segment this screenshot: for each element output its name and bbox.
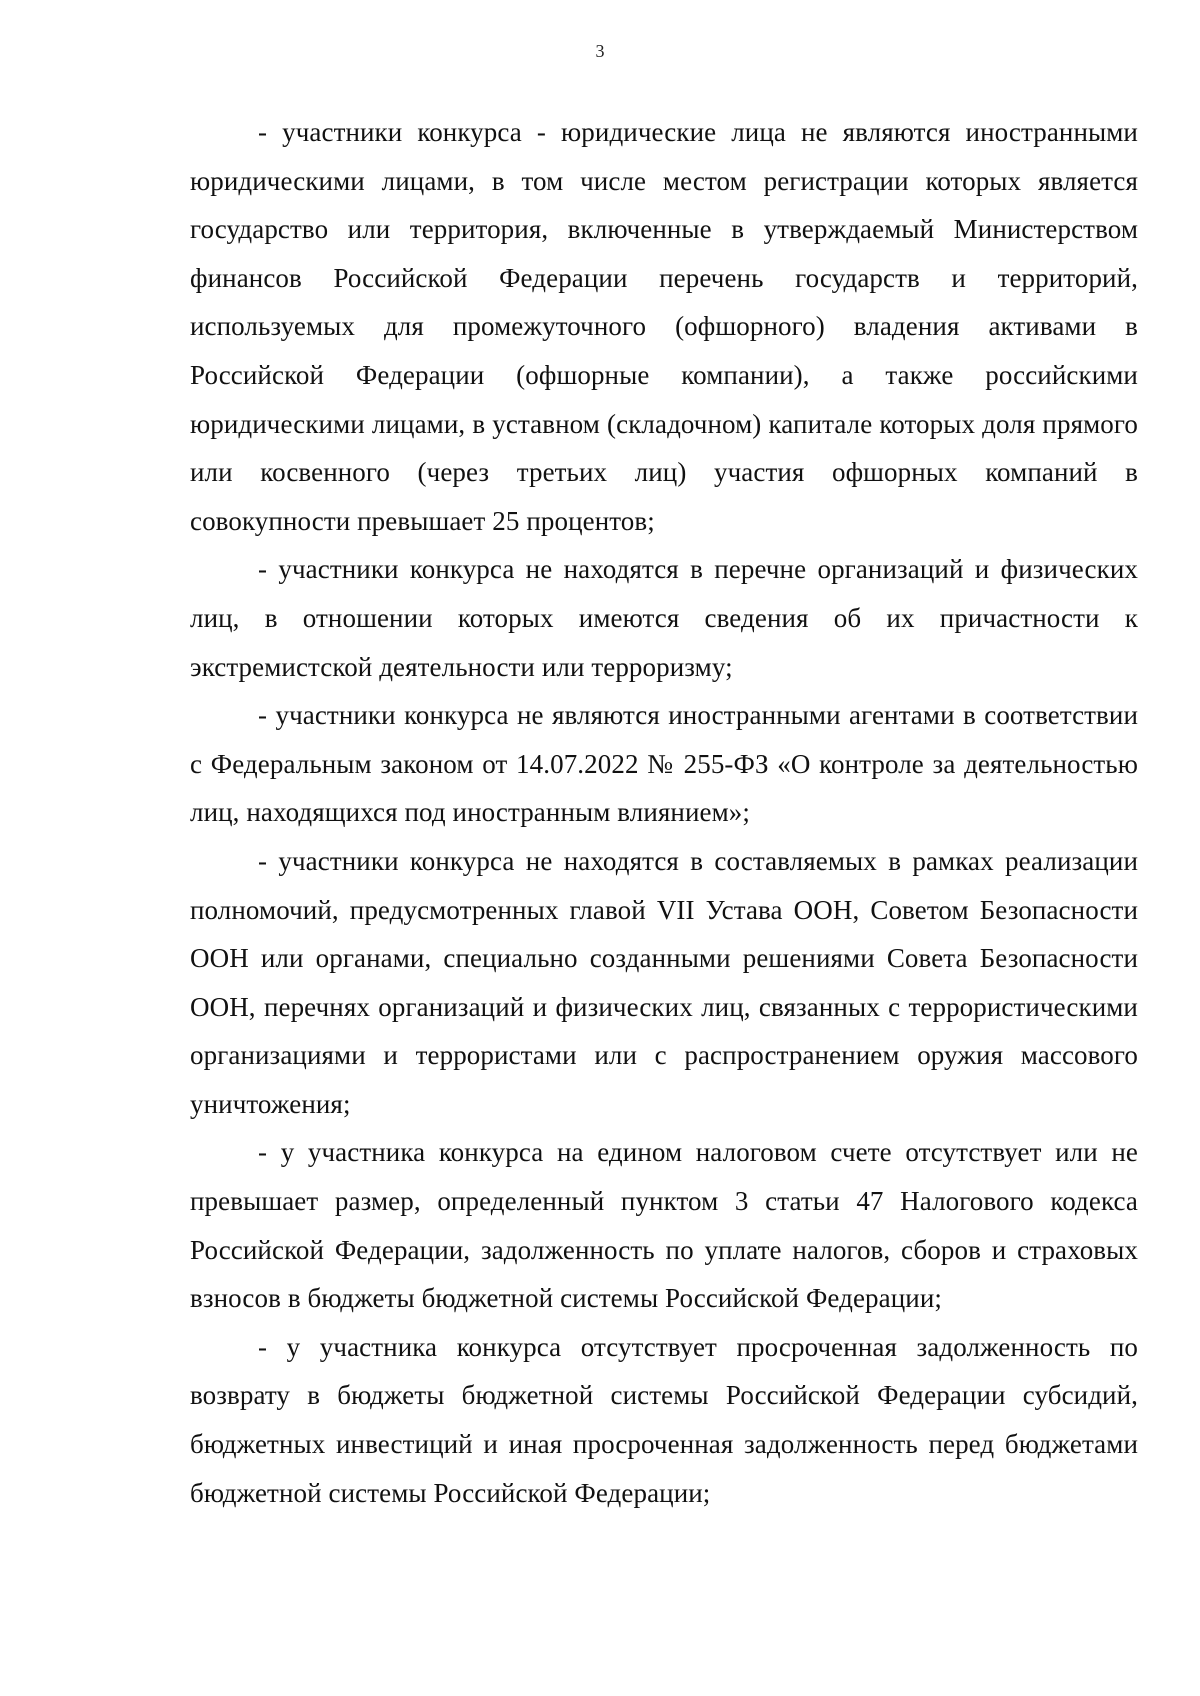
paragraph-foreign-agents: - участники конкурса не являются иностранными агентами в соответствии с Федеральным законом от 14.07.2022 № 255-ФЗ «О контроле за деятельностью лиц, находящихся под иностранным влиянием»; — [190, 700, 1138, 828]
paragraph-tax-debt: - у участника конкурса на едином налоговом счете отсутствует или не превышает размер, определенный пунктом 3 статьи 47 Налогового кодекса Российской Федерации, задолженность по уплате налогов, сборов и страховых взносов в бюджеты бюджетной системы Российской Федерации; — [190, 1137, 1138, 1314]
page-number: 3 — [595, 41, 605, 61]
document-body — [190, 108, 1138, 1517]
paragraph-budget-debt: - у участника конкурса отсутствует просроченная задолженность по возврату в бюджеты бюджетной системы Российской Федерации субсидий, бюджетных инвестиций и иная просроченная задолженность перед бюджетами бюджетной системы Российской Федерации; — [190, 1331, 1138, 1508]
paragraph-un-security-council-lists: - участники конкурса не находятся в составляемых в рамках реализации полномочий, предусмотренных главой VII Устава ООН, Советом Безопасности ООН или органами, специально созданными решениями Совета Безопасности ООН, перечнях организаций и физических лиц, связанных с террористическими организациями и террористами или с распространением оружия массового уничтожения; — [190, 845, 1138, 1119]
paragraph-offshore-companies: - участники конкурса - юридические лица не являются иностранными юридическими лицами, в том числе местом регистрации которых является государство или территория, включенные в утверждаемый Министерством финансов Российской Федерации перечень государств и территорий, используемых для промежуточного (офшорного) владения активами в Российской Федерации (офшорные компании), а также российскими юридическими лицами, в уставном (складочном) капитале которых доля прямого или косвенного (через третьих лиц) участия офшорных компаний в совокупности превышает 25 процентов; — [190, 117, 1138, 536]
paragraph-extremism-list: - участники конкурса не находятся в перечне организаций и физических лиц, в отношении которых имеются сведения об их причастности к экстремистской деятельности или терроризму; — [190, 554, 1138, 682]
